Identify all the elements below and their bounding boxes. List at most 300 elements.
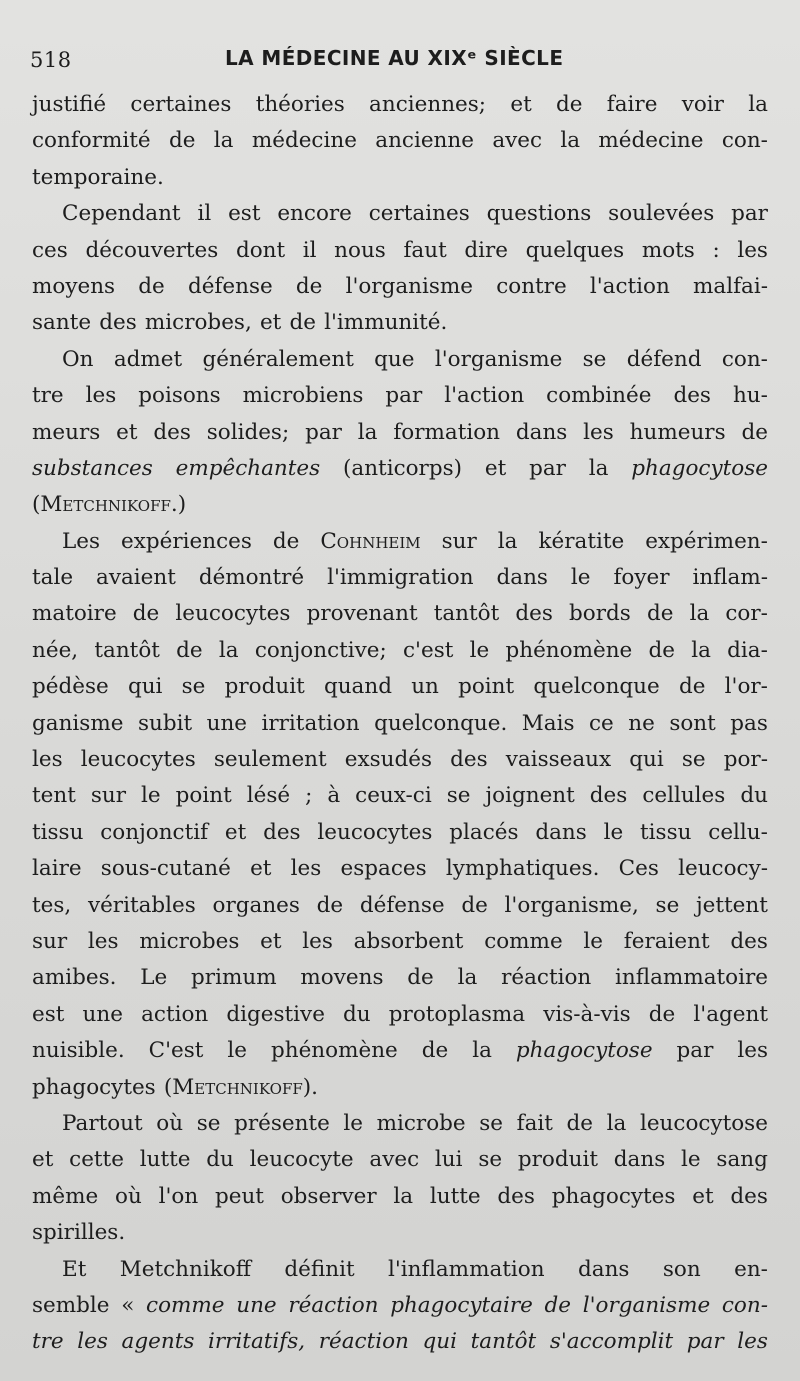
word: les bbox=[737, 1329, 768, 1355]
word: Metchnikoff bbox=[119, 1256, 251, 1282]
word: la bbox=[560, 128, 581, 154]
word: humeurs bbox=[629, 419, 726, 445]
word: l'action bbox=[589, 273, 670, 299]
word: vaisseaux bbox=[505, 747, 612, 773]
word: la bbox=[472, 1038, 492, 1064]
word: tissu bbox=[32, 819, 84, 845]
word: encore bbox=[277, 201, 352, 227]
word: et bbox=[224, 819, 247, 845]
word: Cohnheim bbox=[320, 528, 421, 554]
word: sont bbox=[669, 710, 716, 736]
word: des bbox=[589, 783, 628, 809]
word: par bbox=[305, 419, 342, 445]
word: placés bbox=[449, 819, 519, 845]
word: phagocytose bbox=[515, 1038, 653, 1064]
word: les bbox=[290, 856, 322, 882]
word: moyens bbox=[32, 273, 116, 299]
word: de bbox=[168, 128, 196, 154]
word: On bbox=[62, 346, 94, 372]
text-line bbox=[32, 1070, 768, 1106]
word: le bbox=[570, 565, 591, 591]
word: (Metchnikoff.) bbox=[32, 492, 187, 518]
word: organes bbox=[212, 892, 300, 918]
word: conformité bbox=[32, 128, 151, 154]
word: tantôt bbox=[433, 601, 500, 627]
text-line bbox=[32, 342, 768, 378]
word: mots bbox=[641, 237, 695, 263]
word: se bbox=[196, 1110, 221, 1136]
word: des bbox=[673, 383, 711, 409]
word: conjonctive; bbox=[254, 637, 387, 663]
text-line bbox=[32, 87, 768, 123]
word: Mais bbox=[521, 710, 575, 736]
word: inflam- bbox=[692, 565, 768, 591]
word: véritables bbox=[87, 892, 196, 918]
word: et bbox=[484, 455, 507, 481]
word: matoire bbox=[32, 601, 117, 627]
word: ces bbox=[32, 237, 68, 263]
word: temporaine. bbox=[32, 164, 164, 190]
word: seulement bbox=[213, 747, 327, 773]
word: des bbox=[515, 601, 553, 627]
word: la bbox=[748, 92, 768, 117]
word: découvertes bbox=[85, 237, 219, 263]
word: et bbox=[259, 310, 282, 336]
word: la bbox=[689, 601, 710, 627]
word: la bbox=[213, 128, 234, 154]
word: les bbox=[32, 747, 63, 773]
word: son bbox=[662, 1256, 701, 1282]
text-line bbox=[32, 378, 768, 414]
word: peut bbox=[214, 1183, 264, 1209]
word: des bbox=[730, 1183, 768, 1209]
word: des bbox=[99, 310, 137, 336]
word: digestive bbox=[226, 1001, 325, 1027]
word: « bbox=[121, 1292, 135, 1318]
word: se bbox=[446, 783, 471, 809]
word: de bbox=[566, 1110, 594, 1136]
word: défense bbox=[187, 273, 273, 299]
word: protoplasma bbox=[388, 1001, 526, 1027]
word: dans bbox=[535, 819, 587, 845]
word: avec bbox=[369, 1147, 420, 1173]
word: produit bbox=[517, 1147, 598, 1173]
text-line bbox=[32, 1288, 768, 1324]
word: justifié bbox=[32, 92, 107, 117]
text-line bbox=[32, 997, 768, 1033]
word: leucocyte bbox=[249, 1147, 354, 1173]
word: irritation bbox=[261, 710, 360, 736]
text-line bbox=[32, 196, 768, 232]
word: observer bbox=[280, 1183, 377, 1209]
word: dans bbox=[496, 565, 548, 591]
text-line bbox=[32, 888, 768, 924]
word: des bbox=[497, 1183, 535, 1209]
word: phagocytes bbox=[32, 1074, 156, 1100]
text-line bbox=[32, 1215, 768, 1251]
word: leucocy- bbox=[678, 856, 768, 882]
word: avaient bbox=[96, 565, 176, 591]
word: dans bbox=[613, 1147, 666, 1173]
word: con- bbox=[721, 346, 768, 372]
text-line bbox=[32, 960, 768, 996]
word: tre bbox=[32, 383, 64, 409]
word: vis-à-vis bbox=[543, 1001, 631, 1027]
word: par bbox=[385, 383, 423, 409]
word: tes, bbox=[32, 892, 72, 918]
word: tent bbox=[32, 783, 76, 809]
word: les bbox=[85, 383, 117, 409]
word: tantôt bbox=[470, 1329, 537, 1355]
word: amibes. bbox=[32, 965, 117, 991]
text-line bbox=[32, 742, 768, 778]
word: par bbox=[529, 455, 566, 481]
word: certaines bbox=[368, 201, 470, 227]
word: certaines bbox=[130, 92, 232, 117]
word: l'organisme bbox=[345, 273, 474, 299]
word: por- bbox=[723, 747, 768, 773]
word: défense bbox=[359, 892, 445, 918]
word: dont bbox=[235, 237, 286, 263]
word: la bbox=[606, 1110, 627, 1136]
word: microbes bbox=[139, 928, 240, 954]
word: sante bbox=[32, 310, 92, 336]
word: réaction bbox=[318, 1329, 409, 1355]
word: lutte bbox=[139, 1147, 191, 1173]
word: en- bbox=[734, 1256, 768, 1282]
word: pédèse bbox=[32, 674, 109, 700]
word: l'on bbox=[158, 1183, 199, 1209]
word: les bbox=[737, 237, 768, 263]
word: inflammatoire bbox=[615, 965, 768, 991]
text-line bbox=[32, 669, 768, 705]
text-line bbox=[32, 233, 768, 269]
word: voir bbox=[681, 92, 724, 117]
word: provenant bbox=[306, 601, 418, 627]
word: conjonctif bbox=[100, 819, 209, 845]
word: joignent bbox=[485, 783, 575, 809]
word: quelques bbox=[525, 237, 625, 263]
word: du bbox=[206, 1147, 234, 1173]
body-text bbox=[32, 87, 768, 1361]
word: se bbox=[655, 892, 680, 918]
word: le bbox=[469, 637, 490, 663]
word: microbiens bbox=[242, 383, 364, 409]
word: du bbox=[343, 1001, 371, 1027]
word: tissu bbox=[640, 819, 692, 845]
word: le bbox=[583, 928, 604, 954]
word: se bbox=[479, 1110, 504, 1136]
word: leucocytes bbox=[175, 601, 291, 627]
word: par bbox=[686, 1329, 724, 1355]
word: bords bbox=[569, 601, 631, 627]
word: cellules bbox=[642, 783, 726, 809]
word: lutte bbox=[429, 1183, 481, 1209]
word: il bbox=[197, 201, 212, 227]
word: exsudés bbox=[344, 747, 433, 773]
word: (anticorps) bbox=[343, 455, 463, 481]
word: de bbox=[648, 637, 675, 663]
word: du bbox=[740, 783, 768, 809]
word: faire bbox=[606, 92, 658, 117]
word: point bbox=[458, 674, 515, 700]
word: pas bbox=[730, 710, 768, 736]
running-head: LA MÉDECINE AU XIXᵉ SIÈCLE bbox=[225, 46, 564, 70]
word: action bbox=[141, 1001, 209, 1027]
word: médecine bbox=[251, 128, 357, 154]
word: tantôt bbox=[94, 637, 160, 663]
word: phénomène bbox=[270, 1038, 398, 1064]
word: de bbox=[316, 892, 344, 918]
word: phagocytose bbox=[631, 455, 768, 481]
word: soulevées bbox=[608, 201, 715, 227]
text-line bbox=[32, 815, 768, 851]
word: Les bbox=[62, 528, 101, 554]
word: agents bbox=[121, 1329, 195, 1355]
word: formation bbox=[393, 419, 501, 445]
page-number: 518 bbox=[30, 48, 72, 72]
word: de bbox=[421, 1038, 449, 1064]
word: ce bbox=[589, 710, 614, 736]
word: solides; bbox=[206, 419, 290, 445]
text-line bbox=[32, 1179, 768, 1215]
word: de bbox=[295, 273, 323, 299]
word: et bbox=[510, 92, 532, 117]
word: feraient bbox=[623, 928, 710, 954]
word: C'est bbox=[148, 1038, 204, 1064]
word: leucocytes bbox=[317, 819, 433, 845]
word: microbe bbox=[376, 1110, 466, 1136]
word: les bbox=[583, 419, 614, 445]
word: l'or- bbox=[724, 674, 768, 700]
word: qui bbox=[422, 1329, 458, 1355]
word: sur bbox=[441, 528, 477, 554]
word: leucocytes bbox=[80, 747, 196, 773]
text-line bbox=[32, 524, 768, 560]
word: défend bbox=[626, 346, 702, 372]
word: laire bbox=[32, 856, 82, 882]
word: se bbox=[681, 747, 706, 773]
word: qui bbox=[629, 747, 664, 773]
word: démontré bbox=[198, 565, 305, 591]
word: de bbox=[646, 601, 674, 627]
word: foyer bbox=[613, 565, 670, 591]
word: spirilles. bbox=[32, 1220, 126, 1246]
word: des bbox=[730, 928, 768, 954]
word: le bbox=[681, 1147, 701, 1173]
word: l'immigration bbox=[327, 565, 474, 591]
word: dia- bbox=[727, 637, 768, 663]
word: où bbox=[115, 1183, 142, 1209]
word: (Metchnikoff). bbox=[163, 1074, 318, 1100]
word: ceux-ci bbox=[355, 783, 432, 809]
word: de bbox=[272, 528, 300, 554]
word: se bbox=[181, 674, 206, 700]
word: les bbox=[302, 928, 333, 954]
word: un bbox=[411, 674, 439, 700]
word: lésé bbox=[246, 783, 291, 809]
word: l'action bbox=[444, 383, 525, 409]
word: anciennes; bbox=[369, 92, 487, 117]
word: les bbox=[77, 1329, 108, 1355]
word: de bbox=[556, 92, 583, 117]
word: née, bbox=[32, 637, 79, 663]
word: ganisme bbox=[32, 710, 124, 736]
word: même bbox=[32, 1183, 99, 1209]
word: le bbox=[603, 819, 624, 845]
text-line bbox=[32, 1324, 768, 1360]
word: kératite bbox=[538, 528, 625, 554]
word: lymphatiques. bbox=[445, 856, 600, 882]
word: se bbox=[582, 346, 607, 372]
word: des bbox=[153, 419, 191, 445]
word: s'accomplit bbox=[549, 1329, 674, 1355]
word: se bbox=[478, 1147, 503, 1173]
word: sang bbox=[716, 1147, 768, 1173]
word: Cependant bbox=[62, 201, 181, 227]
word: l'immunité. bbox=[324, 310, 448, 336]
word: movens bbox=[300, 965, 384, 991]
word: est bbox=[32, 1001, 65, 1027]
word: tale bbox=[32, 565, 74, 591]
word: expériences bbox=[121, 528, 252, 554]
word: le bbox=[343, 1110, 364, 1136]
word: semble bbox=[32, 1292, 110, 1318]
word: l'organisme bbox=[582, 1292, 711, 1318]
text-line bbox=[32, 160, 768, 196]
word: produit bbox=[224, 674, 305, 700]
word: con- bbox=[721, 128, 768, 154]
text-line bbox=[32, 1033, 768, 1069]
word: et bbox=[260, 928, 282, 954]
word: questions bbox=[486, 201, 592, 227]
word: une bbox=[82, 1001, 123, 1027]
text-line bbox=[32, 851, 768, 887]
word: quand bbox=[323, 674, 392, 700]
word: jettent bbox=[696, 892, 768, 918]
word: fait bbox=[516, 1110, 553, 1136]
word: par bbox=[731, 201, 768, 227]
text-line bbox=[32, 305, 768, 341]
word: que bbox=[374, 346, 415, 372]
word: phagocytes bbox=[551, 1183, 676, 1209]
text-line bbox=[32, 451, 768, 487]
word: de bbox=[741, 419, 768, 445]
word: phénomène bbox=[505, 637, 633, 663]
word: combinée bbox=[546, 383, 652, 409]
text-line bbox=[32, 269, 768, 305]
word: poisons bbox=[138, 383, 221, 409]
page-header bbox=[30, 42, 770, 78]
word: empêchantes bbox=[175, 455, 321, 481]
text-line bbox=[32, 596, 768, 632]
word: le bbox=[227, 1038, 247, 1064]
text-line bbox=[32, 1142, 768, 1178]
word: la bbox=[218, 637, 239, 663]
word: de bbox=[176, 637, 203, 663]
word: meurs bbox=[32, 419, 101, 445]
word: lui bbox=[434, 1147, 463, 1173]
word: quelconque. bbox=[374, 710, 508, 736]
word: médecine bbox=[598, 128, 704, 154]
word: cette bbox=[69, 1147, 124, 1173]
word: les bbox=[737, 1038, 768, 1064]
word: sur bbox=[32, 928, 68, 954]
word: la bbox=[497, 528, 518, 554]
text-line bbox=[32, 415, 768, 451]
word: la bbox=[588, 455, 609, 481]
word: l'agent bbox=[693, 1001, 768, 1027]
word: et bbox=[692, 1183, 714, 1209]
word: et bbox=[250, 856, 272, 882]
word: théories bbox=[255, 92, 345, 117]
word: définit bbox=[284, 1256, 355, 1282]
word: sur bbox=[90, 783, 127, 809]
word: de bbox=[678, 674, 706, 700]
word: généralement bbox=[202, 346, 354, 372]
word: à bbox=[327, 783, 341, 809]
word: où bbox=[156, 1110, 184, 1136]
word: l'organisme, bbox=[504, 892, 639, 918]
word: la bbox=[457, 965, 478, 991]
word: dans bbox=[578, 1256, 630, 1282]
word: des bbox=[263, 819, 301, 845]
word: ; bbox=[305, 783, 313, 809]
word: cor- bbox=[725, 601, 768, 627]
word: ne bbox=[628, 710, 655, 736]
text-line bbox=[32, 924, 768, 960]
word: c'est bbox=[403, 637, 454, 663]
word: irritatifs, bbox=[208, 1329, 306, 1355]
word: de bbox=[461, 892, 488, 918]
text-line bbox=[32, 560, 768, 596]
text-line bbox=[32, 778, 768, 814]
text-line bbox=[32, 487, 768, 523]
word: : bbox=[712, 237, 720, 263]
word: admet bbox=[113, 346, 183, 372]
word: con- bbox=[721, 1292, 768, 1318]
word: présente bbox=[234, 1110, 330, 1136]
word: une bbox=[206, 710, 248, 736]
word: les bbox=[87, 928, 119, 954]
word: la bbox=[393, 1183, 414, 1209]
word: Ces bbox=[618, 856, 659, 882]
text-line bbox=[32, 1252, 768, 1288]
word: et bbox=[32, 1147, 54, 1173]
word: cellu- bbox=[708, 819, 768, 845]
word: de bbox=[289, 310, 316, 336]
word: il bbox=[302, 237, 317, 263]
word: réaction bbox=[288, 1292, 379, 1318]
word: comme bbox=[484, 928, 563, 954]
text-line bbox=[32, 633, 768, 669]
word: comme bbox=[146, 1292, 225, 1318]
word: tre bbox=[32, 1329, 64, 1355]
word: l'organisme bbox=[434, 346, 563, 372]
text-line bbox=[32, 706, 768, 742]
word: avec bbox=[492, 128, 543, 154]
word: quelconque bbox=[533, 674, 660, 700]
word: leucocytose bbox=[639, 1110, 768, 1136]
word: de bbox=[138, 273, 165, 299]
word: faut bbox=[403, 237, 447, 263]
word: réaction bbox=[501, 965, 592, 991]
word: de bbox=[648, 1001, 676, 1027]
word: substances bbox=[32, 455, 153, 481]
text-line bbox=[32, 123, 768, 159]
word: Le bbox=[140, 965, 168, 991]
word: nous bbox=[334, 237, 386, 263]
